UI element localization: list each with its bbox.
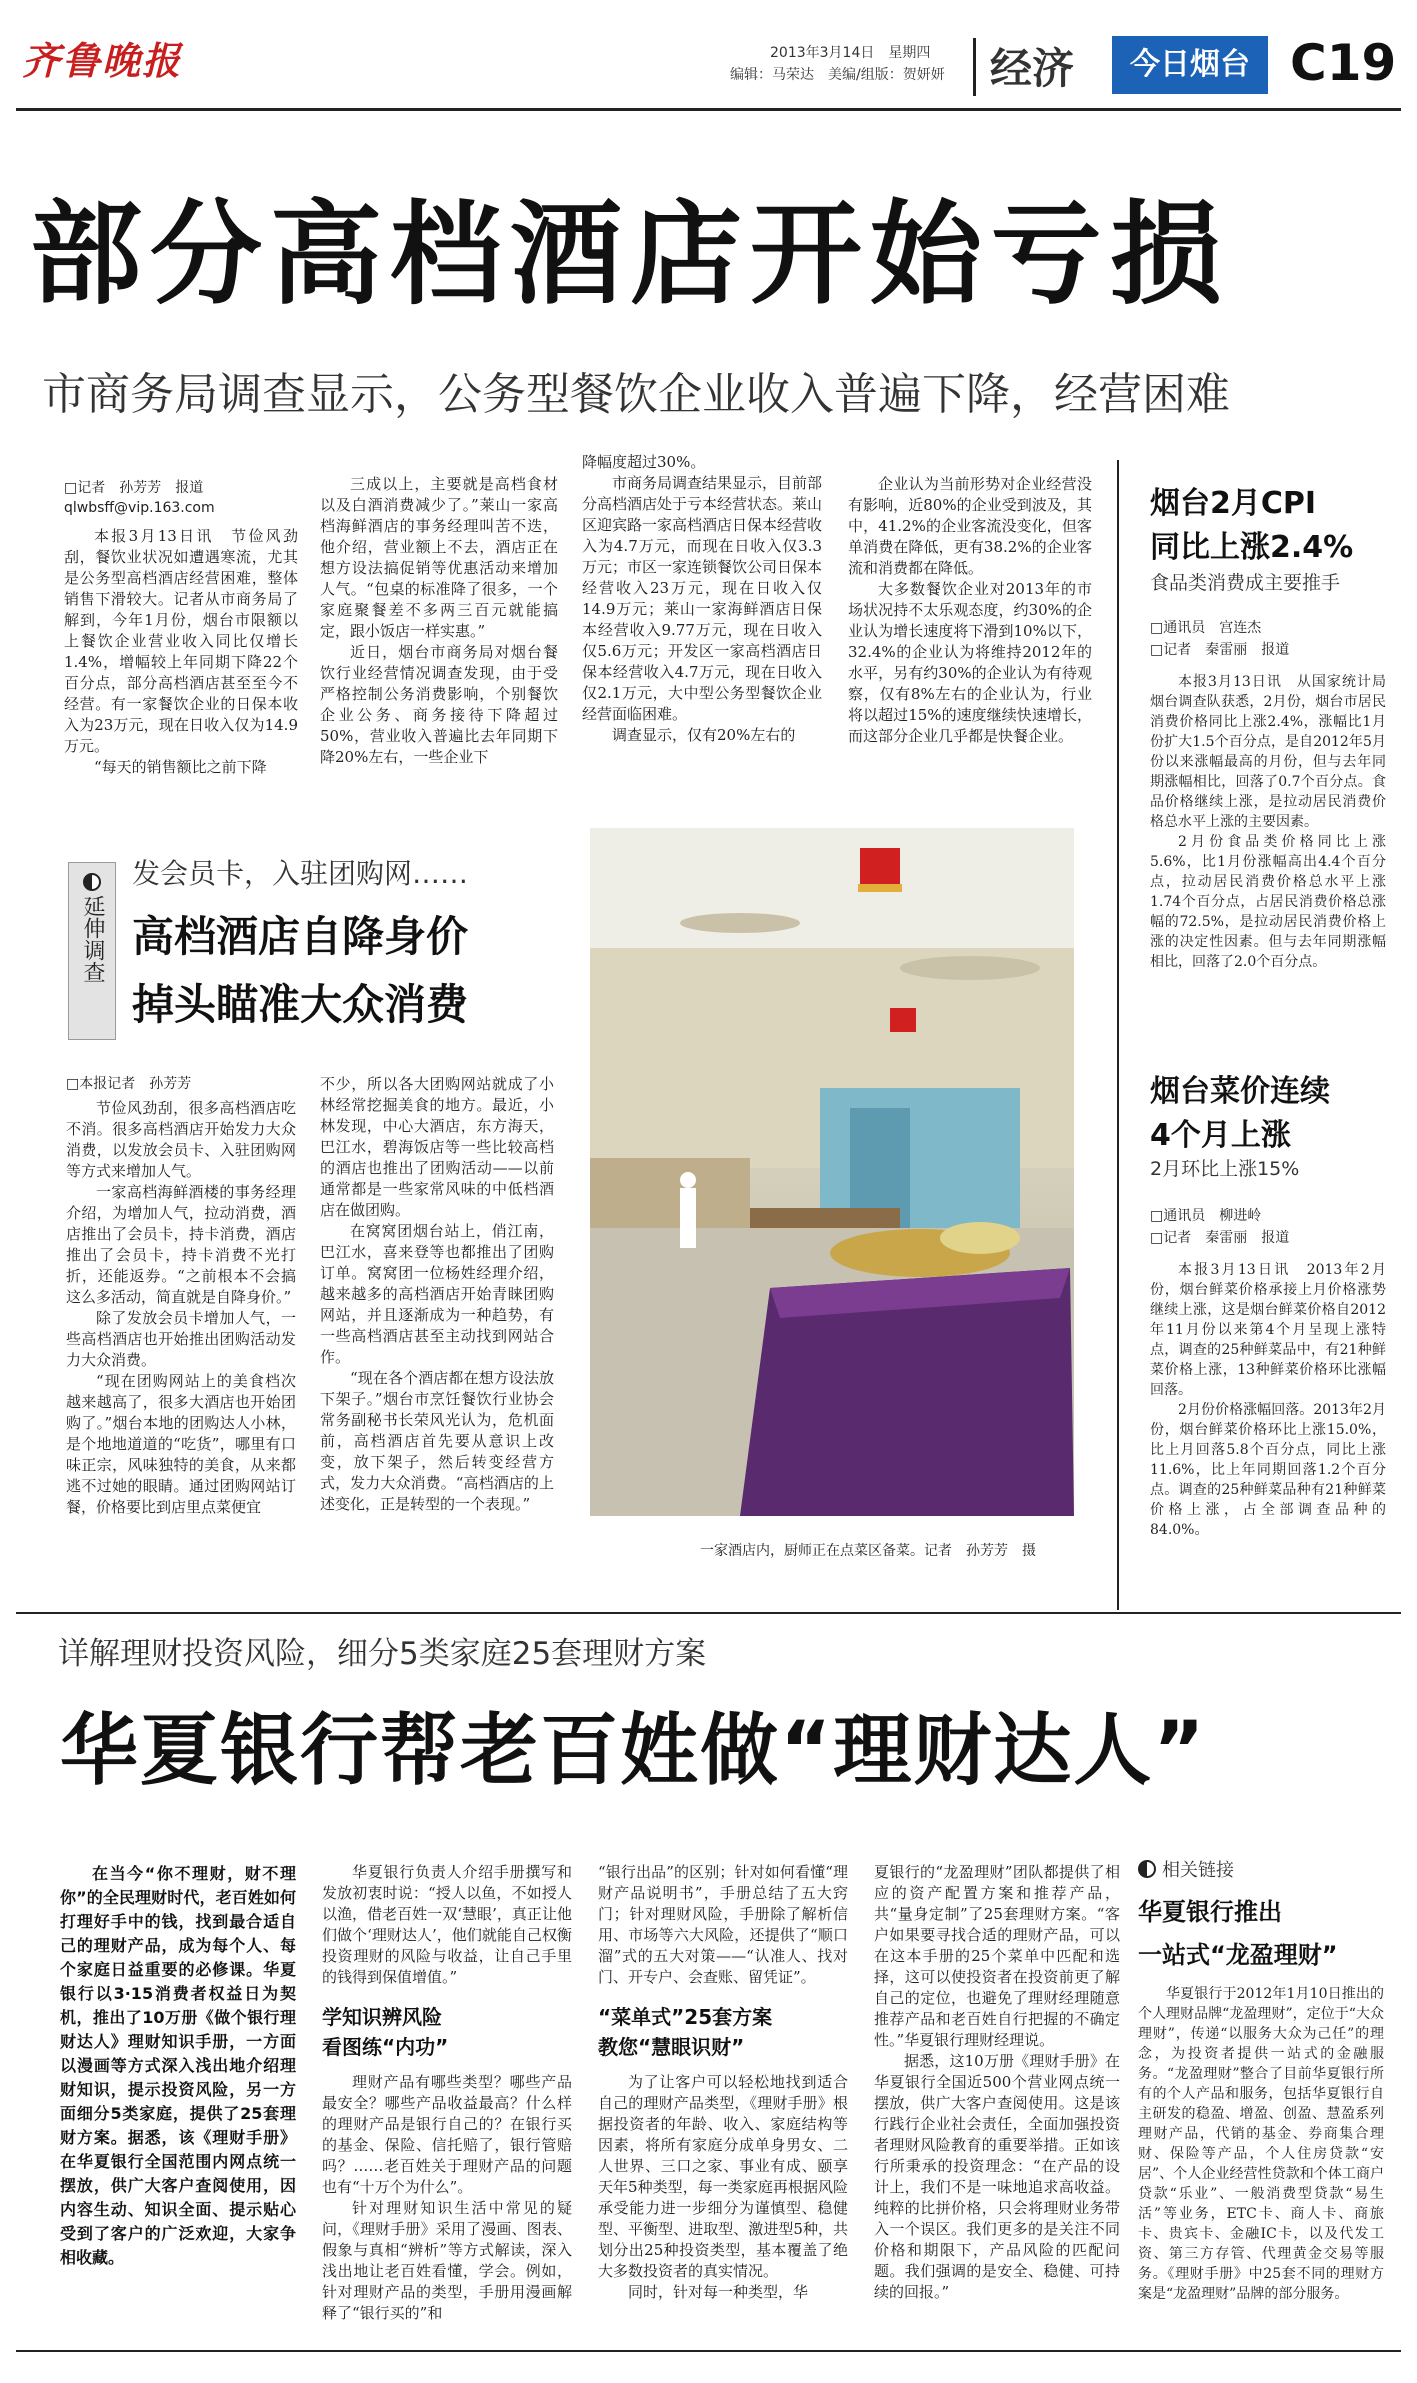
extend-tag-label: 延伸调查 [80, 895, 105, 983]
bank-column-3 [598, 1862, 848, 2332]
cpi-byline-2: □记者 秦雷丽 报道 [1150, 642, 1290, 658]
restaurant-photo [590, 828, 1074, 1516]
issue-date: 2013年3月14日 星期四 [770, 45, 931, 61]
extend-kicker: 发会员卡，入驻团购网…… [132, 857, 469, 890]
cpi-headline-line-1: 烟台2月CPI [1150, 486, 1317, 521]
paragraph: 针对理财知识生活中常见的疑问，《理财手册》采用了漫画、图表、假象与真相“辨析”等方式解读，深入浅出地让老百姓看懂，学会。例如，针对理财产品的类型，手册用漫画解释了“银行买的”和 [322, 2199, 572, 2322]
paragraph: 2月份价格涨幅回落。2013年2月份，烟台鲜菜价格环比上涨15.0%，比上月回落5.8个百分点，同比上涨11.6%，比上年同期回落1.2个百分点。调查的25种鲜菜品种有21种鲜菜价格上涨，占全部调查品种的84.0%。 [1150, 1402, 1386, 1538]
cpi-headline-line-2: 同比上涨2.4% [1150, 530, 1354, 565]
paragraph: 节俭风劲刮，很多高档酒店吃不消。很多高档酒店开始发力大众消费，以发放会员卡、入驻团购网等方式来增加人气。 [66, 1099, 296, 1180]
paragraph: 除了发放会员卡增加人气，一些高档酒店也开始推出团购活动发力大众消费。 [66, 1309, 296, 1369]
paragraph: 夏银行的“龙盈理财”团队都提供了相应的资产配置方案和推荐产品，共“量身定制”了25套理财方案。“客户如果要寻找合适的理财产品，可以在这本手册的25个菜单中匹配和选择，这可以使投资者在投资前更了解自己的定位，也避免了理财经理随意推荐产品和老百姓自行把握的不确定性。”华夏银行理财经理说。 [874, 1863, 1120, 2049]
lead-subhead: 市商务局调查显示，公务型餐饮企业收入普遍下降，经营困难 [42, 369, 1230, 420]
photo-caption: 一家酒店内，厨师正在点菜区备菜。记者 孙芳芳 摄 [700, 1543, 1036, 1559]
veg-byline-2: □记者 秦雷丽 报道 [1150, 1230, 1290, 1246]
paragraph: 市商务局调查结果显示，目前部分高档酒店处于亏本经营状态。莱山区迎宾路一家高档酒店日保本经营收入为4.7万元，而现在日收入仅3.3万元；市区一家连锁餐饮公司日保本经营收入23万元，现在日收入仅14.9万元；莱山一家海鲜酒店日保本经营收入9.77万元，现在日收入仅5.6万元；开发区一家高档酒店日保本经营收入4.7万元，现在日收入仅2.1万元，大中型公务型餐饮企业经营面临困难。 [582, 474, 823, 723]
paragraph: 一家高档海鲜酒楼的事务经理介绍，为增加人气，拉动消费，酒店推出了会员卡，持卡消费，酒店推出了会员卡，持卡消费不光打折，还能返券。“之前根本不会搞这么多活动，简直就是自降身价。” [66, 1183, 296, 1306]
bank-subhead-2-line-2: 教您“慧眼识财” [598, 2035, 745, 2059]
section-name: 经济 [990, 44, 1075, 93]
bank-column-4 [874, 1862, 1120, 2332]
extend-column-2 [320, 1074, 554, 1598]
related-link-headline-line-1: 华夏银行推出 [1138, 1898, 1282, 1926]
paragraph: 调查显示，仅有20%左右的 [612, 726, 796, 744]
section-badge: 今日烟台 [1112, 36, 1268, 94]
paragraph: “现在团购网站上的美食档次越来越高了，很多大酒店也开始团购了。”烟台本地的团购达人小林，是个地地道道的“吃货”，哪里有口味正宗，风味独特的美食，从来都逃不过她的眼睛。通过团购网站订餐，价格要比到店里点菜便宜 [66, 1372, 296, 1516]
paragraph: “每天的销售额比之前下降 [94, 758, 267, 776]
paper-logo: 齐鲁晚报 [22, 38, 183, 83]
paragraph: 本报3月13日讯 从国家统计局烟台调查队获悉，2月份，烟台市居民消费价格同比上涨2.4%，涨幅比1月份扩大1.5个百分点，是自2012年5月份以来涨幅最高的月份，但与去年同期涨幅相比，回落了0.7个百分点。食品价格继续上涨，是拉动居民消费价格总水平上涨的主要因素。 [1150, 674, 1386, 830]
related-link-box [1138, 1856, 1394, 2336]
extend-headline-line-1: 高档酒店自降身价 [132, 912, 469, 961]
bank-column-2 [322, 1862, 572, 2332]
extend-headline-line-2: 掉头瞄准大众消费 [132, 980, 469, 1029]
paragraph: “银行出品”的区别；针对如何看懂“理财产品说明书”，手册总结了五大窍门；针对理财风险，手册除了解析信用、市场等六大风险，还提供了“顺口溜”式的五大对策——“认准人、找对门、开专户、会查账、留凭证”。 [598, 1863, 848, 1986]
related-link-tag [1138, 1856, 1394, 1882]
paragraph: 大多数餐饮企业对2013年的市场状况持不太乐观态度，约30%的企业认为增长速度将下滑到10%以下，32.4%的企业认为将维持2012年的水平，另有约30%的企业认为有待观察，仅有8%左右的企业认为，行业将以超过15%的速度继续快速增长，而这部分企业几乎都是快餐企业。 [848, 580, 1092, 745]
section-divider [973, 38, 976, 96]
paragraph: 为了让客户可以轻松地找到适合自己的理财产品类型，《理财手册》根据投资者的年龄、收入、家庭结构等因素，将所有家庭分成单身男女、二人世界、三口之家、事业有成、颐享天年5种类型，每一类家庭再根据风险承受能力进一步细分为谨慎型、稳健型、平衡型、进取型、激进型5种，共划分出25种投资类型，基本覆盖了绝大多数投资者的真实情况。 [598, 2073, 848, 2280]
paragraph: 据悉，这10万册《理财手册》在华夏银行全国近500个营业网点统一摆放，供广大客户查阅使用。这是该行践行企业社会责任，全面加强投资者理财风险教育的重要举措。正如该行所秉承的投资理念：“在产品的设计上，我们不是一味地追求高收益。纯粹的比拼价格，只会将理财业务带入一个误区。我们更多的是关注不同价格和期限下，产品风险的匹配问题。我们强调的是安全、稳健、可持续的回报。” [874, 2052, 1120, 2301]
cpi-body [1150, 672, 1386, 1042]
paragraph: 本报3月13日讯 2013年2月份，烟台鲜菜价格承接上月价格涨势继续上涨，这是烟台鲜菜价格自2012年11月份以来第4个月呈现上涨特点，调查的25种鲜菜品中，有21种鲜菜价格上涨，13种鲜菜价格环比涨幅回落。 [1150, 1262, 1386, 1398]
paragraph: 在窝窝团烟台站上，俏江南，巴江水，喜来登等也都推出了团购订单。窝窝团一位杨姓经理介绍，越来越多的高档酒店开始青睐团购网站，并且逐渐成为一种趋势，有一些高档酒店甚至主动找到网站合作。 [320, 1222, 554, 1366]
editor-credits: 编辑：马荣达 美编/组版：贺妍妍 [730, 67, 945, 83]
bank-subhead-1-line-1: 学知识辨风险 [322, 2005, 442, 2029]
paragraph: 同时，针对每一种类型，华 [628, 2283, 809, 2301]
half-circle-icon [1138, 1860, 1156, 1878]
veg-headline-line-2: 4个月上涨 [1150, 1118, 1291, 1153]
veg-body [1150, 1260, 1386, 1590]
bank-headline: 华夏银行帮老百姓做“理财达人” [60, 1706, 1207, 1796]
lead-column-3 [582, 452, 822, 774]
paragraph: “现在各个酒店都在想方设法放下架子。”烟台市烹饪餐饮行业协会常务副秘书长荣风光认为，危机面前，高档酒店首先要从意识上改变，放下架子，然后转变经营方式，发力大众消费。“高档酒店的上述变化，正是转型的一个表现。” [320, 1369, 554, 1513]
paragraph: 企业认为当前形势对企业经营没有影响，近80%的企业受到波及，其中，41.2%的企业客流没变化，但客单消费在降低，更有38.2%的企业客流和消费都在降低。 [848, 475, 1092, 577]
lead-column-4 [848, 474, 1092, 774]
bank-subhead-1 [322, 2002, 572, 2062]
sidebar-divider [1117, 460, 1119, 1610]
section-rule [16, 1612, 1401, 1614]
related-link-headline-line-2: 一站式“龙盈理财” [1138, 1941, 1338, 1969]
paragraph: 不少，所以各大团购网站就成了小林经常挖掘美食的地方。最近，小林发现，中心大酒店，东方海天，巴江水，碧海饭店等一些比较高档的酒店也推出了团购活动——以前通常都是一些家常风味的中低档酒店在做团购。 [320, 1075, 554, 1219]
veg-byline-1: □通讯员 柳进岭 [1150, 1208, 1262, 1224]
paragraph: 理财产品有哪些类型？哪些产品最安全？哪些产品收益最高？什么样的理财产品是银行自己的？在银行买的基金、保险、信托赔了，银行管赔吗？……老百姓关于理财产品的问题也有“十万个为什么”。 [322, 2073, 572, 2196]
paragraph: 华夏银行负责人介绍手册撰写和发放初衷时说：“授人以鱼，不如授人以渔，借老百姓一双‘慧眼’，真正让他们做个‘理财达人’，他们就能自己权衡投资理财的风险与收益，让自己手里的钱得到保值增值。” [322, 1863, 572, 1986]
related-link-body [1138, 1984, 1384, 2336]
bank-subhead-1-line-2: 看图练“内功” [322, 2035, 449, 2059]
veg-headline-line-1: 烟台菜价连续 [1150, 1074, 1330, 1109]
paragraph: 在当今“你不理财，财不理你”的全民理财时代，老百姓如何打理好手中的钱，找到最合适自己的理财产品，成为每个人、每个家庭日益重要的必修课。华夏银行以3·15消费者权益日为契机，推出了10万册《做个银行理财达人》理财知识手册，一方面以漫画等方式深入浅出地介绍理财知识，提示投资风险，另一方面细分5类家庭，提供了25套理财方案。据悉，该《理财手册》在华夏银行全国范围内网点统一摆放，供广大客户查阅使用，因内容生动、知识全面、提示贴心受到了客户的广泛欢迎，大家争相收藏。 [60, 1864, 296, 2267]
lead-column-2 [320, 474, 558, 774]
paragraph: 近日，烟台市商务局对烟台餐饮行业经营情况调查发现，由于受严格控制公务消费影响，个别餐饮企业公务、商务接待下降超过50%，营业收入普遍比去年同期下降20%左右，一些企业下 [320, 643, 558, 766]
lead-headline: 部分高档酒店开始亏损 [30, 190, 1230, 320]
veg-subhead: 2月环比上涨15% [1150, 1158, 1300, 1180]
lead-column-1 [64, 526, 298, 776]
bank-subhead-2 [598, 2002, 848, 2062]
extend-tag [68, 862, 116, 1040]
related-link-tag-label: 相关链接 [1162, 1860, 1234, 1881]
cpi-subhead: 食品类消费成主要推手 [1150, 572, 1341, 594]
restaurant-photo-illustration [590, 828, 1074, 1516]
bank-subhead-2-line-1: “菜单式”25套方案 [598, 2005, 773, 2029]
bank-kicker: 详解理财投资风险，细分5类家庭25套理财方案 [58, 1636, 707, 1672]
cpi-byline-1: □通讯员 宫连杰 [1150, 620, 1262, 636]
paragraph: 2月份食品类价格同比上涨5.6%，比1月份涨幅高出4.4个百分点，拉动居民消费价格总水平上涨1.74个百分点，占居民消费价格总涨幅的72.5%，是拉动居民消费价格上涨的决定性因素。但与去年同期涨幅相比，回落了2.0个百分点。 [1150, 834, 1386, 970]
bank-intro [60, 1862, 296, 2332]
paragraph: 三成以上，主要就是高档食材以及白酒消费减少了。”莱山一家高档海鲜酒店的事务经理叫苦不迭，他介绍，营业额上不去，酒店正在想方设法搞促销等优惠活动来增加人气。“包桌的标准降了很多，一个家庭聚餐差不多两三百元就能搞定，跟小饭店一样实惠。” [320, 475, 558, 640]
extend-reporter: □本报记者 孙芳芳 [66, 1076, 192, 1092]
lead-reporter: □记者 孙芳芳 报道 [64, 480, 204, 496]
paragraph: 华夏银行于2012年1月10日推出的个人理财品牌“龙盈理财”，定位于“大众理财”，传递“以服务大众为己任”的理念，为投资者提供一站式的金融服务。“龙盈理财”整合了目前华夏银行所有的个人产品和服务，包括华夏银行自主研发的稳盈、增盈、创盈、慧盈系列理财产品，代销的基金、券商集合理财、保险等产品，个人住房贷款“安居”、个人企业经营性贷款和个体工商户贷款“乐业”、一般消费型贷款“易生活”等业务，ETC卡、商人卡、商旅卡、贵宾卡、金融IC卡，以及代发工资、第三方存管、代理黄金交易等服务。《理财手册》中25套不同的理财方案是“龙盈理财”品牌的部分服务。 [1138, 1986, 1384, 2302]
lead-email: qlwbsff@vip.163.com [64, 500, 215, 516]
paragraph: 降幅度超过30%。 [582, 453, 706, 471]
masthead [0, 0, 1417, 110]
paragraph: 本报3月13日讯 节俭风劲刮，餐饮业状况如遭遇寒流，尤其是公务型高档酒店经营困难，整体销售下滑较大。记者从市商务局了解到，今年1月份，烟台市限额以上餐饮企业营业收入同比仅增长1.4%，增幅较上年同期下降22个百分点，部分高档酒店甚至至今不经营。有一家餐饮企业的日保本收入为23万元，现在日收入仅为14.9万元。 [64, 527, 298, 755]
half-circle-icon [83, 873, 101, 891]
extend-column-1 [66, 1098, 296, 1598]
page-number: C19 [1290, 34, 1397, 92]
page-bottom-rule [16, 2350, 1401, 2352]
masthead-rule [16, 108, 1401, 111]
